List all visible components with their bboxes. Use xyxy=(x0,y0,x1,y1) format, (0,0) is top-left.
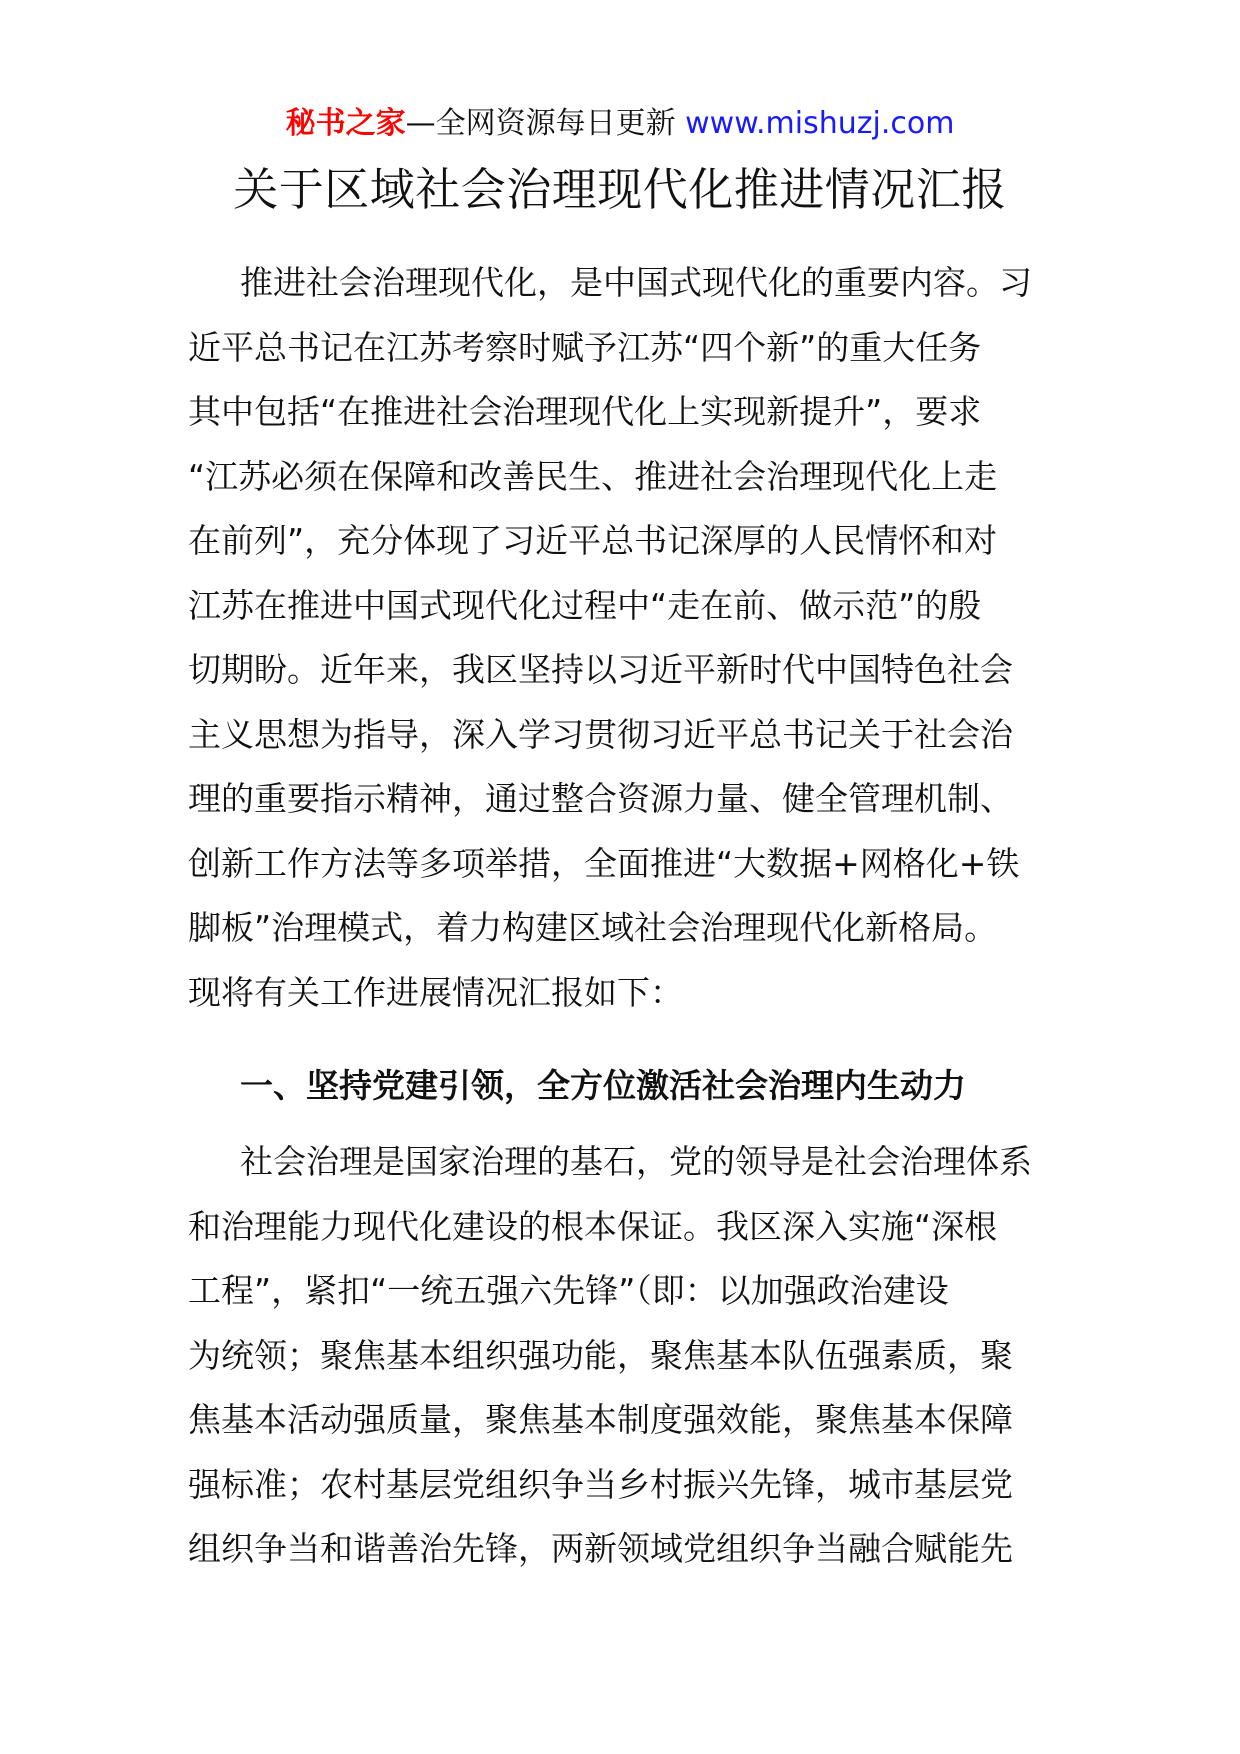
document-title: 关于区域社会治理现代化推进情况汇报 xyxy=(233,163,1007,216)
paragraph-line: 主义思想为指导，深入学习贯彻习近平总书记关于社会治 xyxy=(188,714,1013,754)
paragraph-line: 强标准；农村基层党组织争当乡村振兴先锋，城市基层党 xyxy=(188,1464,1013,1504)
paragraph-line: 创新工作方法等多项举措，全面推进“大数据+网格化+铁 xyxy=(188,843,1020,883)
paragraph-line: 脚板”治理模式，着力构建区域社会治理现代化新格局。 xyxy=(188,908,998,947)
paragraph-line: 组织争当和谐善治先锋，两新领域党组织争当融合赋能先 xyxy=(188,1529,1013,1568)
site-url-link[interactable]: www.mishuzj.com xyxy=(685,106,955,141)
brand-name: 秘书之家 xyxy=(285,106,406,141)
paragraph-line: 和治理能力现代化建设的根本保证。我区深入实施“深根 xyxy=(188,1206,998,1246)
section1-paragraph xyxy=(188,1130,1056,1582)
paragraph-line: 在前列”，充分体现了习近平总书记深厚的人民情怀和对 xyxy=(188,521,998,560)
paragraph-line: 工程”，紧扣“一统五强六先锋”（即：以加强政治建设 xyxy=(188,1271,949,1310)
paragraph-line: 理的重要指示精神，通过整合资源力量、健全管理机制、 xyxy=(188,779,1013,818)
paragraph-line: 近平总书记在江苏考察时赋予江苏“四个新”的重大任务 xyxy=(188,327,982,367)
paragraph-line: 现将有关工作进展情况汇报如下： xyxy=(188,972,683,1012)
paragraph-line: 推进社会治理现代化，是中国式现代化的重要内容。习 xyxy=(240,263,1032,302)
paragraph-line: 为统领；聚焦基本组织强功能，聚焦基本队伍强素质，聚 xyxy=(188,1335,1013,1375)
paragraph-line: 江苏在推进中国式现代化过程中“走在前、做示范”的殷 xyxy=(188,585,982,625)
paragraph-line: 焦基本活动强质量，聚焦基本制度强效能，聚焦基本保障 xyxy=(188,1400,1013,1439)
intro-paragraph xyxy=(188,251,1056,1025)
paragraph-line: 其中包括“在推进社会治理现代化上实现新提升”，要求 xyxy=(188,392,982,431)
header-tagline: —全网资源每日更新 xyxy=(405,106,686,141)
section-heading: 一、坚持党建引领，全方位激活社会治理内生动力 xyxy=(240,1066,966,1105)
paragraph-line: 切期盼。近年来，我区坚持以习近平新时代中国特色社会 xyxy=(188,650,1013,689)
paragraph-line: “江苏必须在保障和改善民生、推进社会治理现代化上走 xyxy=(188,456,998,496)
site-header xyxy=(0,104,1240,144)
paragraph-line: 社会治理是国家治理的基石，党的领导是社会治理体系 xyxy=(240,1142,1032,1181)
